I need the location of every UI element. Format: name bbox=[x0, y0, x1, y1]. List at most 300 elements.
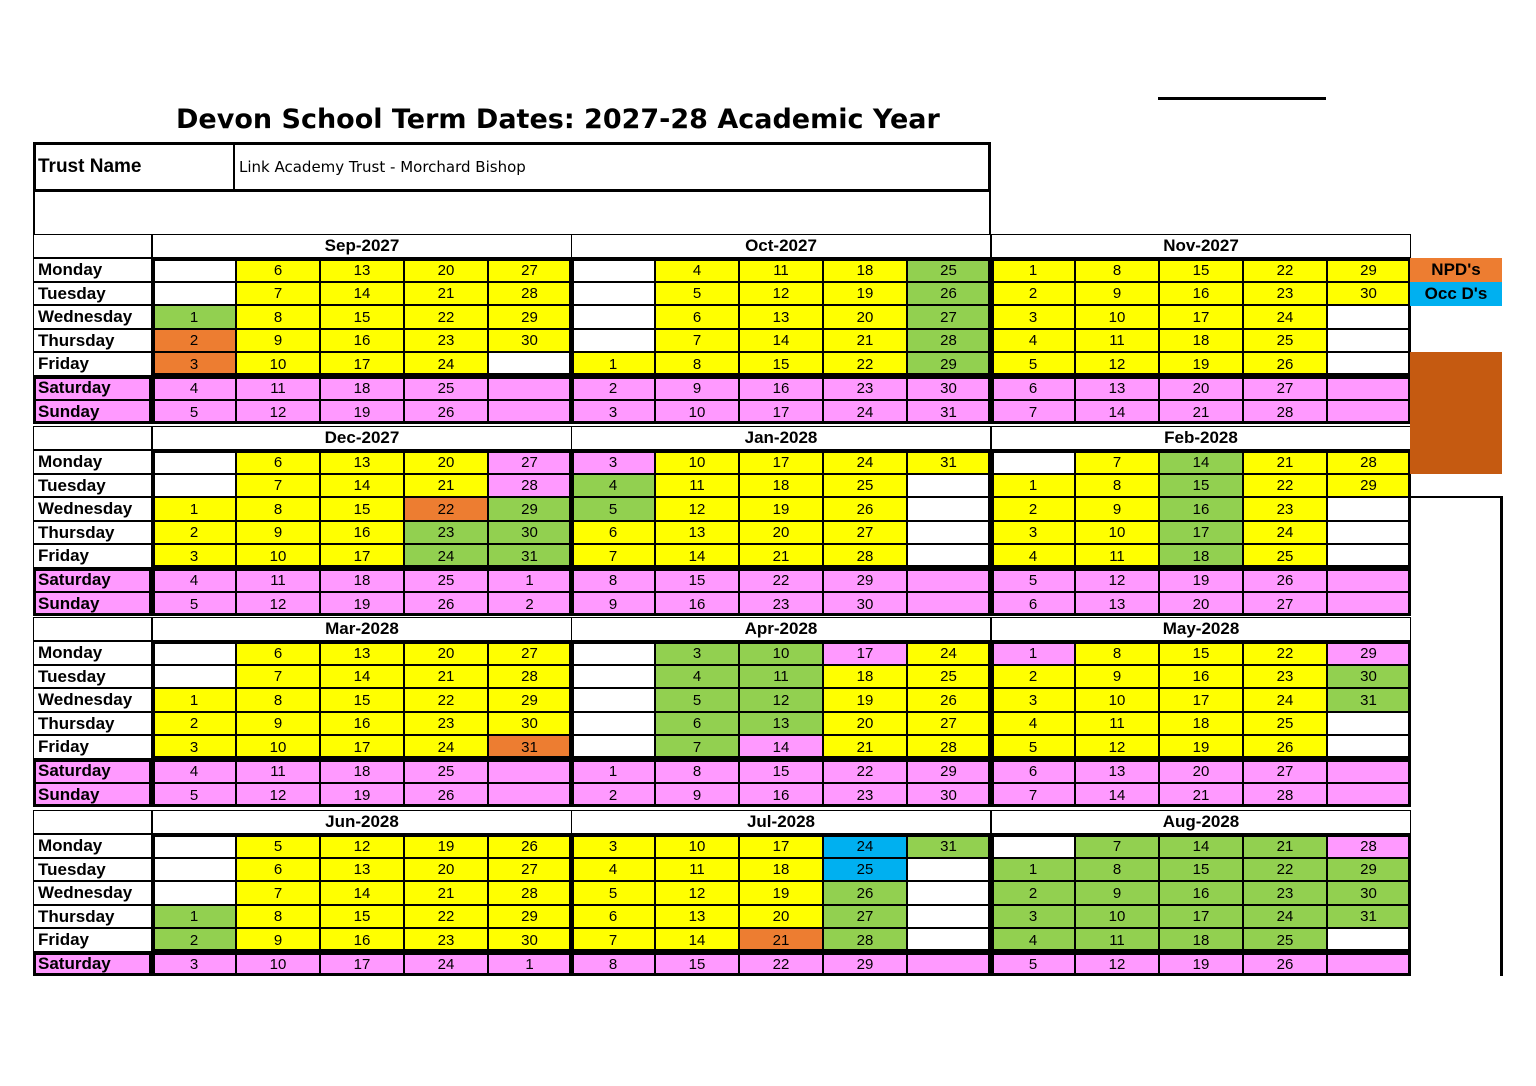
day-cell[interactable]: 7 bbox=[571, 544, 655, 568]
day-cell[interactable]: 15 bbox=[1159, 474, 1243, 497]
day-cell[interactable]: 20 bbox=[823, 305, 907, 329]
day-cell[interactable]: 8 bbox=[655, 759, 739, 783]
day-cell[interactable]: 22 bbox=[404, 905, 488, 928]
day-cell[interactable]: 4 bbox=[991, 544, 1075, 568]
day-cell[interactable]: 31 bbox=[1327, 688, 1410, 712]
day-cell[interactable]: 4 bbox=[571, 474, 655, 497]
day-cell[interactable]: 23 bbox=[823, 376, 907, 400]
day-cell[interactable]: 13 bbox=[739, 305, 823, 329]
day-cell[interactable]: 18 bbox=[823, 258, 907, 282]
day-cell[interactable]: 12 bbox=[236, 400, 320, 424]
day-cell[interactable]: 30 bbox=[488, 712, 571, 735]
day-cell[interactable] bbox=[1327, 759, 1410, 783]
day-cell[interactable]: 2 bbox=[152, 329, 236, 352]
day-cell[interactable]: 13 bbox=[1075, 376, 1159, 400]
day-cell[interactable]: 26 bbox=[823, 497, 907, 521]
day-cell[interactable]: 19 bbox=[1159, 568, 1243, 592]
day-cell[interactable]: 9 bbox=[236, 928, 320, 952]
day-cell[interactable] bbox=[152, 834, 236, 858]
day-cell[interactable]: 19 bbox=[320, 592, 404, 616]
day-cell[interactable]: 12 bbox=[1075, 568, 1159, 592]
day-cell[interactable]: 18 bbox=[823, 665, 907, 688]
day-cell[interactable]: 10 bbox=[236, 544, 320, 568]
day-cell[interactable] bbox=[152, 881, 236, 905]
day-cell[interactable]: 31 bbox=[907, 450, 990, 474]
day-cell[interactable]: 24 bbox=[1243, 688, 1327, 712]
day-cell[interactable]: 28 bbox=[488, 665, 571, 688]
day-cell[interactable]: 19 bbox=[823, 688, 907, 712]
day-cell[interactable]: 1 bbox=[488, 952, 571, 976]
day-cell[interactable]: 30 bbox=[488, 329, 571, 352]
day-cell[interactable]: 17 bbox=[320, 952, 404, 976]
day-cell[interactable]: 3 bbox=[991, 688, 1075, 712]
day-cell[interactable]: 16 bbox=[739, 783, 823, 807]
day-cell[interactable]: 2 bbox=[152, 928, 236, 952]
day-cell[interactable]: 8 bbox=[236, 305, 320, 329]
day-cell[interactable]: 31 bbox=[488, 735, 571, 759]
day-cell[interactable] bbox=[1327, 712, 1410, 735]
day-cell[interactable]: 2 bbox=[571, 783, 655, 807]
day-cell[interactable]: 12 bbox=[236, 783, 320, 807]
day-cell[interactable] bbox=[571, 258, 655, 282]
day-cell[interactable]: 22 bbox=[739, 952, 823, 976]
day-cell[interactable]: 4 bbox=[571, 858, 655, 881]
day-cell[interactable]: 3 bbox=[991, 905, 1075, 928]
day-cell[interactable]: 1 bbox=[991, 641, 1075, 665]
day-cell[interactable]: 8 bbox=[655, 352, 739, 376]
day-cell[interactable]: 1 bbox=[991, 258, 1075, 282]
day-cell[interactable]: 24 bbox=[404, 735, 488, 759]
day-cell[interactable]: 22 bbox=[1243, 474, 1327, 497]
day-cell[interactable]: 9 bbox=[1075, 881, 1159, 905]
day-cell[interactable]: 24 bbox=[1243, 305, 1327, 329]
day-cell[interactable]: 21 bbox=[1159, 400, 1243, 424]
day-cell[interactable]: 16 bbox=[1159, 665, 1243, 688]
day-cell[interactable]: 5 bbox=[571, 881, 655, 905]
day-cell[interactable]: 8 bbox=[236, 905, 320, 928]
day-cell[interactable]: 12 bbox=[1075, 952, 1159, 976]
day-cell[interactable]: 13 bbox=[320, 858, 404, 881]
day-cell[interactable] bbox=[1327, 544, 1410, 568]
day-cell[interactable] bbox=[152, 858, 236, 881]
day-cell[interactable]: 26 bbox=[1243, 735, 1327, 759]
day-cell[interactable]: 11 bbox=[1075, 712, 1159, 735]
day-cell[interactable]: 25 bbox=[404, 759, 488, 783]
day-cell[interactable] bbox=[152, 474, 236, 497]
day-cell[interactable]: 4 bbox=[991, 329, 1075, 352]
day-cell[interactable]: 28 bbox=[823, 928, 907, 952]
day-cell[interactable]: 21 bbox=[823, 735, 907, 759]
day-cell[interactable] bbox=[1327, 568, 1410, 592]
day-cell[interactable]: 2 bbox=[152, 712, 236, 735]
day-cell[interactable]: 6 bbox=[991, 759, 1075, 783]
day-cell[interactable]: 9 bbox=[236, 329, 320, 352]
day-cell[interactable]: 16 bbox=[1159, 881, 1243, 905]
day-cell[interactable]: 17 bbox=[739, 400, 823, 424]
day-cell[interactable]: 13 bbox=[1075, 759, 1159, 783]
day-cell[interactable] bbox=[1327, 928, 1410, 952]
day-cell[interactable]: 29 bbox=[488, 688, 571, 712]
day-cell[interactable] bbox=[907, 592, 990, 616]
day-cell[interactable] bbox=[571, 329, 655, 352]
day-cell[interactable]: 2 bbox=[991, 282, 1075, 305]
day-cell[interactable]: 27 bbox=[823, 521, 907, 544]
day-cell[interactable]: 4 bbox=[152, 759, 236, 783]
day-cell[interactable]: 15 bbox=[320, 688, 404, 712]
day-cell[interactable]: 19 bbox=[1159, 952, 1243, 976]
day-cell[interactable]: 27 bbox=[488, 258, 571, 282]
day-cell[interactable]: 27 bbox=[488, 641, 571, 665]
day-cell[interactable] bbox=[1327, 735, 1410, 759]
day-cell[interactable]: 20 bbox=[739, 521, 823, 544]
day-cell[interactable]: 11 bbox=[236, 759, 320, 783]
day-cell[interactable]: 25 bbox=[907, 258, 990, 282]
day-cell[interactable]: 15 bbox=[1159, 258, 1243, 282]
day-cell[interactable]: 16 bbox=[1159, 282, 1243, 305]
day-cell[interactable] bbox=[1327, 783, 1410, 807]
day-cell[interactable]: 23 bbox=[1243, 497, 1327, 521]
day-cell[interactable]: 8 bbox=[571, 568, 655, 592]
day-cell[interactable]: 19 bbox=[1159, 735, 1243, 759]
day-cell[interactable]: 6 bbox=[236, 258, 320, 282]
day-cell[interactable] bbox=[488, 400, 571, 424]
day-cell[interactable]: 26 bbox=[1243, 568, 1327, 592]
day-cell[interactable]: 5 bbox=[991, 568, 1075, 592]
day-cell[interactable] bbox=[1327, 952, 1410, 976]
day-cell[interactable]: 14 bbox=[1159, 450, 1243, 474]
day-cell[interactable]: 19 bbox=[320, 783, 404, 807]
day-cell[interactable]: 22 bbox=[404, 497, 488, 521]
day-cell[interactable]: 30 bbox=[1327, 881, 1410, 905]
day-cell[interactable]: 24 bbox=[404, 352, 488, 376]
trust-name-value[interactable]: Link Academy Trust - Morchard Bishop bbox=[239, 158, 526, 176]
day-cell[interactable]: 1 bbox=[152, 688, 236, 712]
day-cell[interactable] bbox=[1327, 521, 1410, 544]
day-cell[interactable]: 15 bbox=[320, 905, 404, 928]
day-cell[interactable]: 7 bbox=[236, 665, 320, 688]
day-cell[interactable]: 28 bbox=[488, 474, 571, 497]
day-cell[interactable]: 28 bbox=[907, 735, 990, 759]
day-cell[interactable]: 31 bbox=[1327, 905, 1410, 928]
day-cell[interactable]: 22 bbox=[404, 305, 488, 329]
day-cell[interactable]: 5 bbox=[655, 282, 739, 305]
day-cell[interactable]: 1 bbox=[488, 568, 571, 592]
day-cell[interactable]: 24 bbox=[404, 952, 488, 976]
day-cell[interactable]: 3 bbox=[655, 641, 739, 665]
day-cell[interactable]: 7 bbox=[571, 928, 655, 952]
day-cell[interactable] bbox=[571, 712, 655, 735]
day-cell[interactable]: 18 bbox=[1159, 544, 1243, 568]
day-cell[interactable]: 29 bbox=[1327, 258, 1410, 282]
day-cell[interactable]: 3 bbox=[571, 450, 655, 474]
day-cell[interactable]: 21 bbox=[823, 329, 907, 352]
day-cell[interactable]: 11 bbox=[236, 376, 320, 400]
day-cell[interactable] bbox=[571, 641, 655, 665]
day-cell[interactable]: 12 bbox=[739, 688, 823, 712]
day-cell[interactable]: 6 bbox=[655, 712, 739, 735]
day-cell[interactable]: 15 bbox=[739, 759, 823, 783]
day-cell[interactable]: 14 bbox=[655, 544, 739, 568]
day-cell[interactable]: 5 bbox=[991, 735, 1075, 759]
day-cell[interactable]: 11 bbox=[739, 258, 823, 282]
day-cell[interactable]: 24 bbox=[907, 641, 990, 665]
day-cell[interactable]: 7 bbox=[991, 400, 1075, 424]
day-cell[interactable]: 9 bbox=[655, 783, 739, 807]
day-cell[interactable]: 16 bbox=[320, 928, 404, 952]
day-cell[interactable]: 20 bbox=[404, 641, 488, 665]
day-cell[interactable]: 7 bbox=[236, 474, 320, 497]
day-cell[interactable]: 29 bbox=[488, 305, 571, 329]
day-cell[interactable]: 11 bbox=[1075, 329, 1159, 352]
day-cell[interactable] bbox=[152, 450, 236, 474]
day-cell[interactable]: 30 bbox=[488, 928, 571, 952]
day-cell[interactable] bbox=[488, 376, 571, 400]
day-cell[interactable]: 18 bbox=[1159, 329, 1243, 352]
day-cell[interactable]: 9 bbox=[236, 712, 320, 735]
day-cell[interactable]: 29 bbox=[1327, 474, 1410, 497]
day-cell[interactable]: 6 bbox=[236, 858, 320, 881]
day-cell[interactable]: 8 bbox=[1075, 858, 1159, 881]
day-cell[interactable]: 29 bbox=[907, 759, 990, 783]
day-cell[interactable]: 22 bbox=[1243, 858, 1327, 881]
day-cell[interactable]: 14 bbox=[655, 928, 739, 952]
day-cell[interactable]: 21 bbox=[1243, 834, 1327, 858]
day-cell[interactable]: 8 bbox=[571, 952, 655, 976]
day-cell[interactable]: 9 bbox=[236, 521, 320, 544]
day-cell[interactable]: 26 bbox=[404, 592, 488, 616]
day-cell[interactable] bbox=[152, 665, 236, 688]
day-cell[interactable]: 17 bbox=[320, 735, 404, 759]
day-cell[interactable]: 25 bbox=[907, 665, 990, 688]
day-cell[interactable]: 12 bbox=[1075, 352, 1159, 376]
day-cell[interactable]: 23 bbox=[1243, 881, 1327, 905]
day-cell[interactable]: 10 bbox=[1075, 905, 1159, 928]
day-cell[interactable]: 25 bbox=[404, 376, 488, 400]
day-cell[interactable]: 10 bbox=[236, 952, 320, 976]
day-cell[interactable]: 12 bbox=[1075, 735, 1159, 759]
day-cell[interactable]: 22 bbox=[404, 688, 488, 712]
day-cell[interactable]: 20 bbox=[1159, 759, 1243, 783]
day-cell[interactable]: 23 bbox=[404, 712, 488, 735]
day-cell[interactable]: 21 bbox=[739, 544, 823, 568]
day-cell[interactable]: 10 bbox=[1075, 305, 1159, 329]
day-cell[interactable]: 5 bbox=[152, 400, 236, 424]
day-cell[interactable]: 22 bbox=[823, 352, 907, 376]
day-cell[interactable]: 17 bbox=[1159, 688, 1243, 712]
day-cell[interactable]: 3 bbox=[152, 735, 236, 759]
day-cell[interactable]: 10 bbox=[236, 735, 320, 759]
day-cell[interactable]: 29 bbox=[488, 497, 571, 521]
day-cell[interactable]: 1 bbox=[152, 905, 236, 928]
day-cell[interactable]: 21 bbox=[1243, 450, 1327, 474]
day-cell[interactable]: 23 bbox=[404, 521, 488, 544]
day-cell[interactable]: 28 bbox=[1327, 450, 1410, 474]
day-cell[interactable]: 8 bbox=[1075, 258, 1159, 282]
day-cell[interactable]: 18 bbox=[1159, 928, 1243, 952]
day-cell[interactable]: 16 bbox=[655, 592, 739, 616]
day-cell[interactable] bbox=[1327, 592, 1410, 616]
day-cell[interactable]: 16 bbox=[1159, 497, 1243, 521]
day-cell[interactable]: 14 bbox=[1075, 783, 1159, 807]
day-cell[interactable]: 24 bbox=[823, 450, 907, 474]
day-cell[interactable]: 11 bbox=[655, 858, 739, 881]
day-cell[interactable]: 31 bbox=[488, 544, 571, 568]
day-cell[interactable]: 5 bbox=[236, 834, 320, 858]
day-cell[interactable]: 13 bbox=[320, 450, 404, 474]
day-cell[interactable]: 4 bbox=[991, 712, 1075, 735]
day-cell[interactable]: 5 bbox=[991, 952, 1075, 976]
day-cell[interactable]: 29 bbox=[488, 905, 571, 928]
day-cell[interactable]: 11 bbox=[1075, 544, 1159, 568]
day-cell[interactable]: 25 bbox=[1243, 544, 1327, 568]
day-cell[interactable] bbox=[1327, 400, 1410, 424]
day-cell[interactable]: 14 bbox=[320, 474, 404, 497]
day-cell[interactable]: 14 bbox=[1075, 400, 1159, 424]
day-cell[interactable]: 17 bbox=[739, 450, 823, 474]
day-cell[interactable]: 20 bbox=[404, 858, 488, 881]
day-cell[interactable]: 26 bbox=[907, 282, 990, 305]
day-cell[interactable]: 4 bbox=[655, 258, 739, 282]
day-cell[interactable]: 19 bbox=[739, 497, 823, 521]
day-cell[interactable] bbox=[907, 544, 990, 568]
day-cell[interactable]: 24 bbox=[404, 544, 488, 568]
day-cell[interactable]: 19 bbox=[1159, 352, 1243, 376]
day-cell[interactable]: 16 bbox=[739, 376, 823, 400]
day-cell[interactable]: 15 bbox=[739, 352, 823, 376]
day-cell[interactable]: 27 bbox=[1243, 592, 1327, 616]
day-cell[interactable]: 16 bbox=[320, 329, 404, 352]
day-cell[interactable] bbox=[571, 665, 655, 688]
day-cell[interactable] bbox=[907, 952, 990, 976]
day-cell[interactable]: 1 bbox=[571, 759, 655, 783]
day-cell[interactable]: 4 bbox=[991, 928, 1075, 952]
day-cell[interactable]: 19 bbox=[823, 282, 907, 305]
day-cell[interactable]: 5 bbox=[571, 497, 655, 521]
day-cell[interactable]: 31 bbox=[907, 400, 990, 424]
day-cell[interactable]: 26 bbox=[488, 834, 571, 858]
day-cell[interactable]: 14 bbox=[320, 665, 404, 688]
day-cell[interactable]: 17 bbox=[1159, 521, 1243, 544]
day-cell[interactable]: 29 bbox=[823, 952, 907, 976]
day-cell[interactable]: 17 bbox=[320, 544, 404, 568]
day-cell[interactable]: 16 bbox=[320, 521, 404, 544]
day-cell[interactable]: 14 bbox=[320, 881, 404, 905]
day-cell[interactable]: 22 bbox=[1243, 641, 1327, 665]
day-cell[interactable]: 19 bbox=[739, 881, 823, 905]
day-cell[interactable] bbox=[152, 282, 236, 305]
day-cell[interactable]: 31 bbox=[907, 834, 990, 858]
day-cell[interactable]: 28 bbox=[1243, 783, 1327, 807]
day-cell[interactable]: 12 bbox=[320, 834, 404, 858]
day-cell[interactable]: 7 bbox=[236, 881, 320, 905]
day-cell[interactable]: 3 bbox=[991, 521, 1075, 544]
day-cell[interactable]: 26 bbox=[1243, 952, 1327, 976]
day-cell[interactable]: 10 bbox=[1075, 521, 1159, 544]
day-cell[interactable]: 3 bbox=[152, 352, 236, 376]
day-cell[interactable] bbox=[152, 641, 236, 665]
day-cell[interactable]: 21 bbox=[404, 282, 488, 305]
day-cell[interactable] bbox=[991, 834, 1075, 858]
day-cell[interactable]: 28 bbox=[907, 329, 990, 352]
day-cell[interactable]: 2 bbox=[991, 665, 1075, 688]
day-cell[interactable]: 11 bbox=[655, 474, 739, 497]
day-cell[interactable]: 10 bbox=[236, 352, 320, 376]
day-cell[interactable]: 18 bbox=[1159, 712, 1243, 735]
day-cell[interactable]: 27 bbox=[488, 858, 571, 881]
day-cell[interactable]: 7 bbox=[236, 282, 320, 305]
day-cell[interactable] bbox=[571, 688, 655, 712]
day-cell[interactable] bbox=[1327, 352, 1410, 376]
day-cell[interactable]: 11 bbox=[1075, 928, 1159, 952]
day-cell[interactable]: 16 bbox=[320, 712, 404, 735]
day-cell[interactable]: 8 bbox=[1075, 641, 1159, 665]
day-cell[interactable]: 2 bbox=[488, 592, 571, 616]
day-cell[interactable]: 10 bbox=[655, 450, 739, 474]
day-cell[interactable]: 2 bbox=[991, 881, 1075, 905]
day-cell[interactable]: 1 bbox=[152, 305, 236, 329]
day-cell[interactable]: 30 bbox=[907, 376, 990, 400]
day-cell[interactable]: 6 bbox=[236, 641, 320, 665]
day-cell[interactable]: 13 bbox=[739, 712, 823, 735]
day-cell[interactable]: 29 bbox=[1327, 641, 1410, 665]
day-cell[interactable]: 25 bbox=[823, 474, 907, 497]
day-cell[interactable]: 28 bbox=[1243, 400, 1327, 424]
day-cell[interactable]: 13 bbox=[655, 905, 739, 928]
day-cell[interactable]: 25 bbox=[1243, 712, 1327, 735]
day-cell[interactable] bbox=[907, 858, 990, 881]
day-cell[interactable]: 20 bbox=[404, 258, 488, 282]
day-cell[interactable]: 6 bbox=[571, 521, 655, 544]
day-cell[interactable] bbox=[1327, 305, 1410, 329]
day-cell[interactable]: 21 bbox=[739, 928, 823, 952]
day-cell[interactable]: 28 bbox=[488, 282, 571, 305]
day-cell[interactable]: 30 bbox=[1327, 665, 1410, 688]
day-cell[interactable]: 18 bbox=[320, 568, 404, 592]
day-cell[interactable]: 1 bbox=[991, 474, 1075, 497]
day-cell[interactable]: 18 bbox=[739, 858, 823, 881]
day-cell[interactable]: 12 bbox=[655, 497, 739, 521]
day-cell[interactable]: 27 bbox=[488, 450, 571, 474]
day-cell[interactable]: 25 bbox=[823, 858, 907, 881]
day-cell[interactable]: 9 bbox=[1075, 665, 1159, 688]
day-cell[interactable] bbox=[488, 352, 571, 376]
day-cell[interactable]: 26 bbox=[823, 881, 907, 905]
day-cell[interactable]: 17 bbox=[1159, 305, 1243, 329]
day-cell[interactable]: 23 bbox=[404, 329, 488, 352]
day-cell[interactable]: 25 bbox=[1243, 928, 1327, 952]
day-cell[interactable] bbox=[907, 474, 990, 497]
day-cell[interactable]: 19 bbox=[320, 400, 404, 424]
day-cell[interactable]: 8 bbox=[236, 688, 320, 712]
day-cell[interactable]: 28 bbox=[823, 544, 907, 568]
day-cell[interactable] bbox=[571, 735, 655, 759]
day-cell[interactable]: 27 bbox=[907, 712, 990, 735]
day-cell[interactable]: 30 bbox=[907, 783, 990, 807]
day-cell[interactable] bbox=[991, 450, 1075, 474]
day-cell[interactable]: 12 bbox=[655, 881, 739, 905]
day-cell[interactable]: 23 bbox=[1243, 282, 1327, 305]
day-cell[interactable]: 17 bbox=[823, 641, 907, 665]
day-cell[interactable]: 3 bbox=[152, 952, 236, 976]
day-cell[interactable]: 1 bbox=[152, 497, 236, 521]
day-cell[interactable]: 20 bbox=[739, 905, 823, 928]
day-cell[interactable]: 5 bbox=[655, 688, 739, 712]
day-cell[interactable] bbox=[1327, 497, 1410, 521]
day-cell[interactable]: 10 bbox=[1075, 688, 1159, 712]
day-cell[interactable]: 22 bbox=[739, 568, 823, 592]
day-cell[interactable]: 3 bbox=[571, 400, 655, 424]
day-cell[interactable]: 28 bbox=[1327, 834, 1410, 858]
